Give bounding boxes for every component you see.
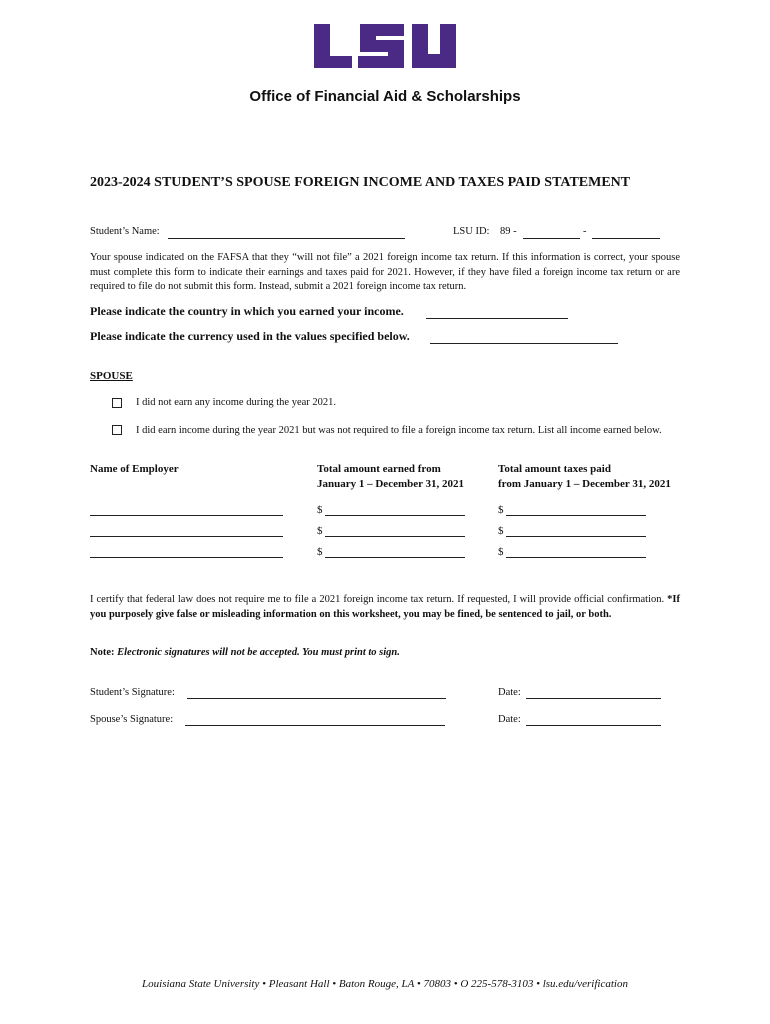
note-label: Note: [90, 647, 115, 658]
earned-field-2[interactable] [325, 536, 465, 537]
student-date-field[interactable] [526, 698, 661, 699]
taxes-currency-1: $ [498, 504, 504, 516]
country-prompt: Please indicate the country in which you earned your income. [90, 304, 404, 318]
lsu-id-separator: - [583, 226, 587, 237]
employer-field-2[interactable] [90, 536, 283, 537]
certify-warning: *If you purposely give false or misleading information on this worksheet, you may be fined, be sentenced to jail, or both. [90, 594, 680, 620]
lsu-id-label: LSU ID: [453, 226, 490, 237]
option-no-income: I did not earn any income during the year 2021. [136, 397, 337, 408]
student-signature-label: Student’s Signature: [90, 687, 175, 698]
note [90, 647, 400, 658]
earned-income-checkbox[interactable] [112, 425, 122, 435]
option-earned-income: I did earn income during the year 2021 but was not required to file a foreign income tax return. List all income earned below. [136, 425, 662, 436]
taxes-header-line1: Total amount taxes paid [498, 463, 611, 475]
spouse-signature-label: Spouse’s Signature: [90, 714, 174, 725]
lsu-id-field-1[interactable] [523, 238, 580, 239]
taxes-currency-2: $ [498, 525, 504, 537]
student-signature-field[interactable] [187, 698, 446, 699]
section-spouse: SPOUSE [90, 370, 133, 382]
lsu-id-prefix: 89 - [500, 226, 517, 237]
note-text: Electronic signatures will not be accepted. You must print to sign. [117, 647, 400, 658]
spouse-date-field[interactable] [526, 725, 661, 726]
employer-field-3[interactable] [90, 557, 283, 558]
spouse-signature-field[interactable] [185, 725, 445, 726]
earned-currency-3: $ [317, 546, 323, 558]
certify-text: I certify that federal law does not require me to file a 2021 foreign income tax return. If requested, I will provide official confirmation. [90, 594, 665, 605]
currency-prompt: Please indicate the currency used in the values specified below. [90, 329, 410, 343]
student-date-label: Date: [498, 687, 521, 698]
taxes-header-line2: from January 1 – December 31, 2021 [498, 478, 671, 490]
footer: Louisiana State University • Pleasant Hall • Baton Rouge, LA • 70803 • O 225-578-3103 • lsu.edu/verification [142, 978, 628, 990]
earned-field-3[interactable] [325, 557, 465, 558]
country-field[interactable] [426, 318, 568, 319]
employer-header: Name of Employer [90, 463, 179, 475]
no-income-checkbox[interactable] [112, 398, 122, 408]
certification-paragraph [90, 593, 680, 622]
student-name-field[interactable] [168, 238, 405, 239]
intro-paragraph: Your spouse indicated on the FAFSA that they “will not file” a 2021 foreign income tax return. If this information is correct, your spouse must complete this form to indicate their earnings and taxes paid for 2021. However, if they have filed a foreign income tax return or are required to file do not submit this form. Instead, submit a 2021 foreign income tax return. [90, 252, 680, 292]
office-heading: Office of Financial Aid & Scholarships [249, 88, 521, 105]
taxes-field-2[interactable] [506, 536, 646, 537]
earned-header-line1: Total amount earned from [317, 463, 441, 475]
taxes-field-3[interactable] [506, 557, 646, 558]
earned-currency-1: $ [317, 504, 323, 516]
student-name-label: Student’s Name: [90, 226, 160, 237]
lsu-id-field-2[interactable] [592, 238, 660, 239]
form-title: 2023-2024 STUDENT’S SPOUSE FOREIGN INCOME AND TAXES PAID STATEMENT [90, 175, 631, 190]
earned-field-1[interactable] [325, 515, 465, 516]
spouse-date-label: Date: [498, 714, 521, 725]
earned-header-line2: January 1 – December 31, 2021 [317, 478, 465, 490]
currency-field[interactable] [430, 343, 618, 344]
earned-currency-2: $ [317, 525, 323, 537]
taxes-currency-3: $ [498, 546, 504, 558]
lsu-logo [312, 22, 458, 70]
employer-field-1[interactable] [90, 515, 283, 516]
taxes-field-1[interactable] [506, 515, 646, 516]
